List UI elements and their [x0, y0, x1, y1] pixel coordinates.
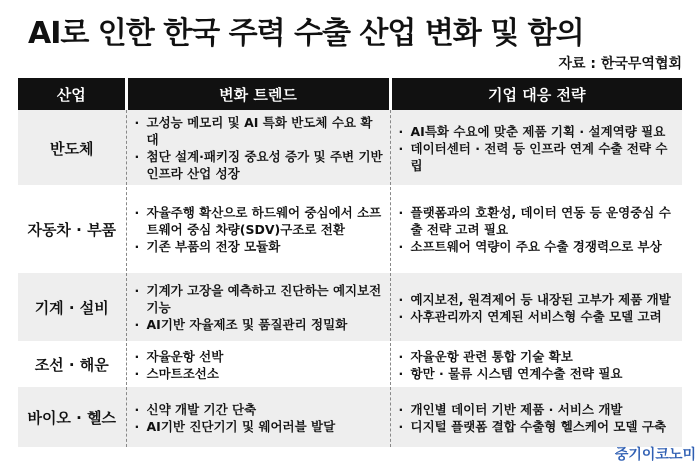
strategy-cell	[390, 186, 682, 272]
table-row	[18, 186, 682, 272]
list-item: · 개인별 데이터 기반 제품 · 서비스 개발	[397, 401, 677, 418]
trend-cell	[126, 186, 390, 272]
list-item: · 첨단 설계·패키징 중요성 증가 및 주변 기반 인프라 산업 성장	[133, 148, 384, 182]
list-item: · 자율주행 확산으로 하드웨어 중심에서 소프트웨어 중심 차량(SDV)구조로 전환	[133, 204, 384, 238]
page-title: AI로 인한 한국 주력 수출 산업 변화 및 함의	[28, 16, 584, 51]
list-item: · 데이터센터 · 전력 등 인프라 연계 수출 전략 수립	[397, 140, 677, 174]
table-header-row	[18, 78, 682, 110]
table-row	[18, 272, 682, 342]
publisher-logo: 중기이코노미	[614, 447, 696, 463]
header-sector: 산업	[18, 78, 126, 110]
trend-cell	[126, 386, 390, 448]
industry-table	[18, 78, 682, 449]
list-item: · AI기반 자율제조 및 품질관리 정밀화	[133, 316, 384, 333]
list-item: · 고성능 메모리 및 AI 특화 반도체 수요 확대	[133, 114, 384, 148]
list-item: · 기계가 고장을 예측하고 진단하는 예지보전 기능	[133, 282, 384, 316]
strategy-cell	[390, 342, 682, 386]
list-item: · 기존 부품의 전장 모듈화	[133, 238, 384, 255]
trend-cell	[126, 110, 390, 186]
sector-cell: 자동차 · 부품	[18, 186, 126, 272]
sector-cell: 조선 · 해운	[18, 342, 126, 386]
strategy-cell	[390, 272, 682, 342]
list-item: · 자율운항 관련 통합 기술 확보	[397, 348, 677, 365]
list-item: · 사후관리까지 연계된 서비스형 수출 모델 고려	[397, 308, 677, 325]
header-strategy: 기업 대응 전략	[390, 78, 682, 110]
table-row	[18, 386, 682, 448]
list-item: · AI특화 수요에 맞춘 제품 기획 · 설계역량 필요	[397, 123, 677, 140]
header-trend: 변화 트렌드	[126, 78, 390, 110]
list-item: · 디지털 플랫폼 결합 수출형 헬스케어 모델 구축	[397, 418, 677, 435]
strategy-cell	[390, 386, 682, 448]
sector-cell: 반도체	[18, 110, 126, 186]
list-item: · 자율운항 선박	[133, 348, 384, 365]
list-item: · 예지보전, 원격제어 등 내장된 고부가 제품 개발	[397, 291, 677, 308]
table-row	[18, 342, 682, 386]
list-item: · 소프트웨어 역량이 주요 수출 경쟁력으로 부상	[397, 238, 677, 255]
table-row	[18, 110, 682, 186]
list-item: · AI기반 진단기기 및 웨어러블 발달	[133, 418, 384, 435]
strategy-cell	[390, 110, 682, 186]
trend-cell	[126, 272, 390, 342]
list-item: · 플랫폼과의 호환성, 데이터 연동 등 운영중심 수출 전략 고려 필요	[397, 204, 677, 238]
sector-cell: 바이오 · 헬스	[18, 386, 126, 448]
list-item: · 신약 개발 기간 단축	[133, 401, 384, 418]
sector-cell: 기계 · 설비	[18, 272, 126, 342]
trend-cell	[126, 342, 390, 386]
list-item: · 스마트조선소	[133, 365, 384, 382]
list-item: · 항만 · 물류 시스템 연계수출 전략 필요	[397, 365, 677, 382]
source-note: 자료 : 한국무역협회	[558, 56, 682, 72]
